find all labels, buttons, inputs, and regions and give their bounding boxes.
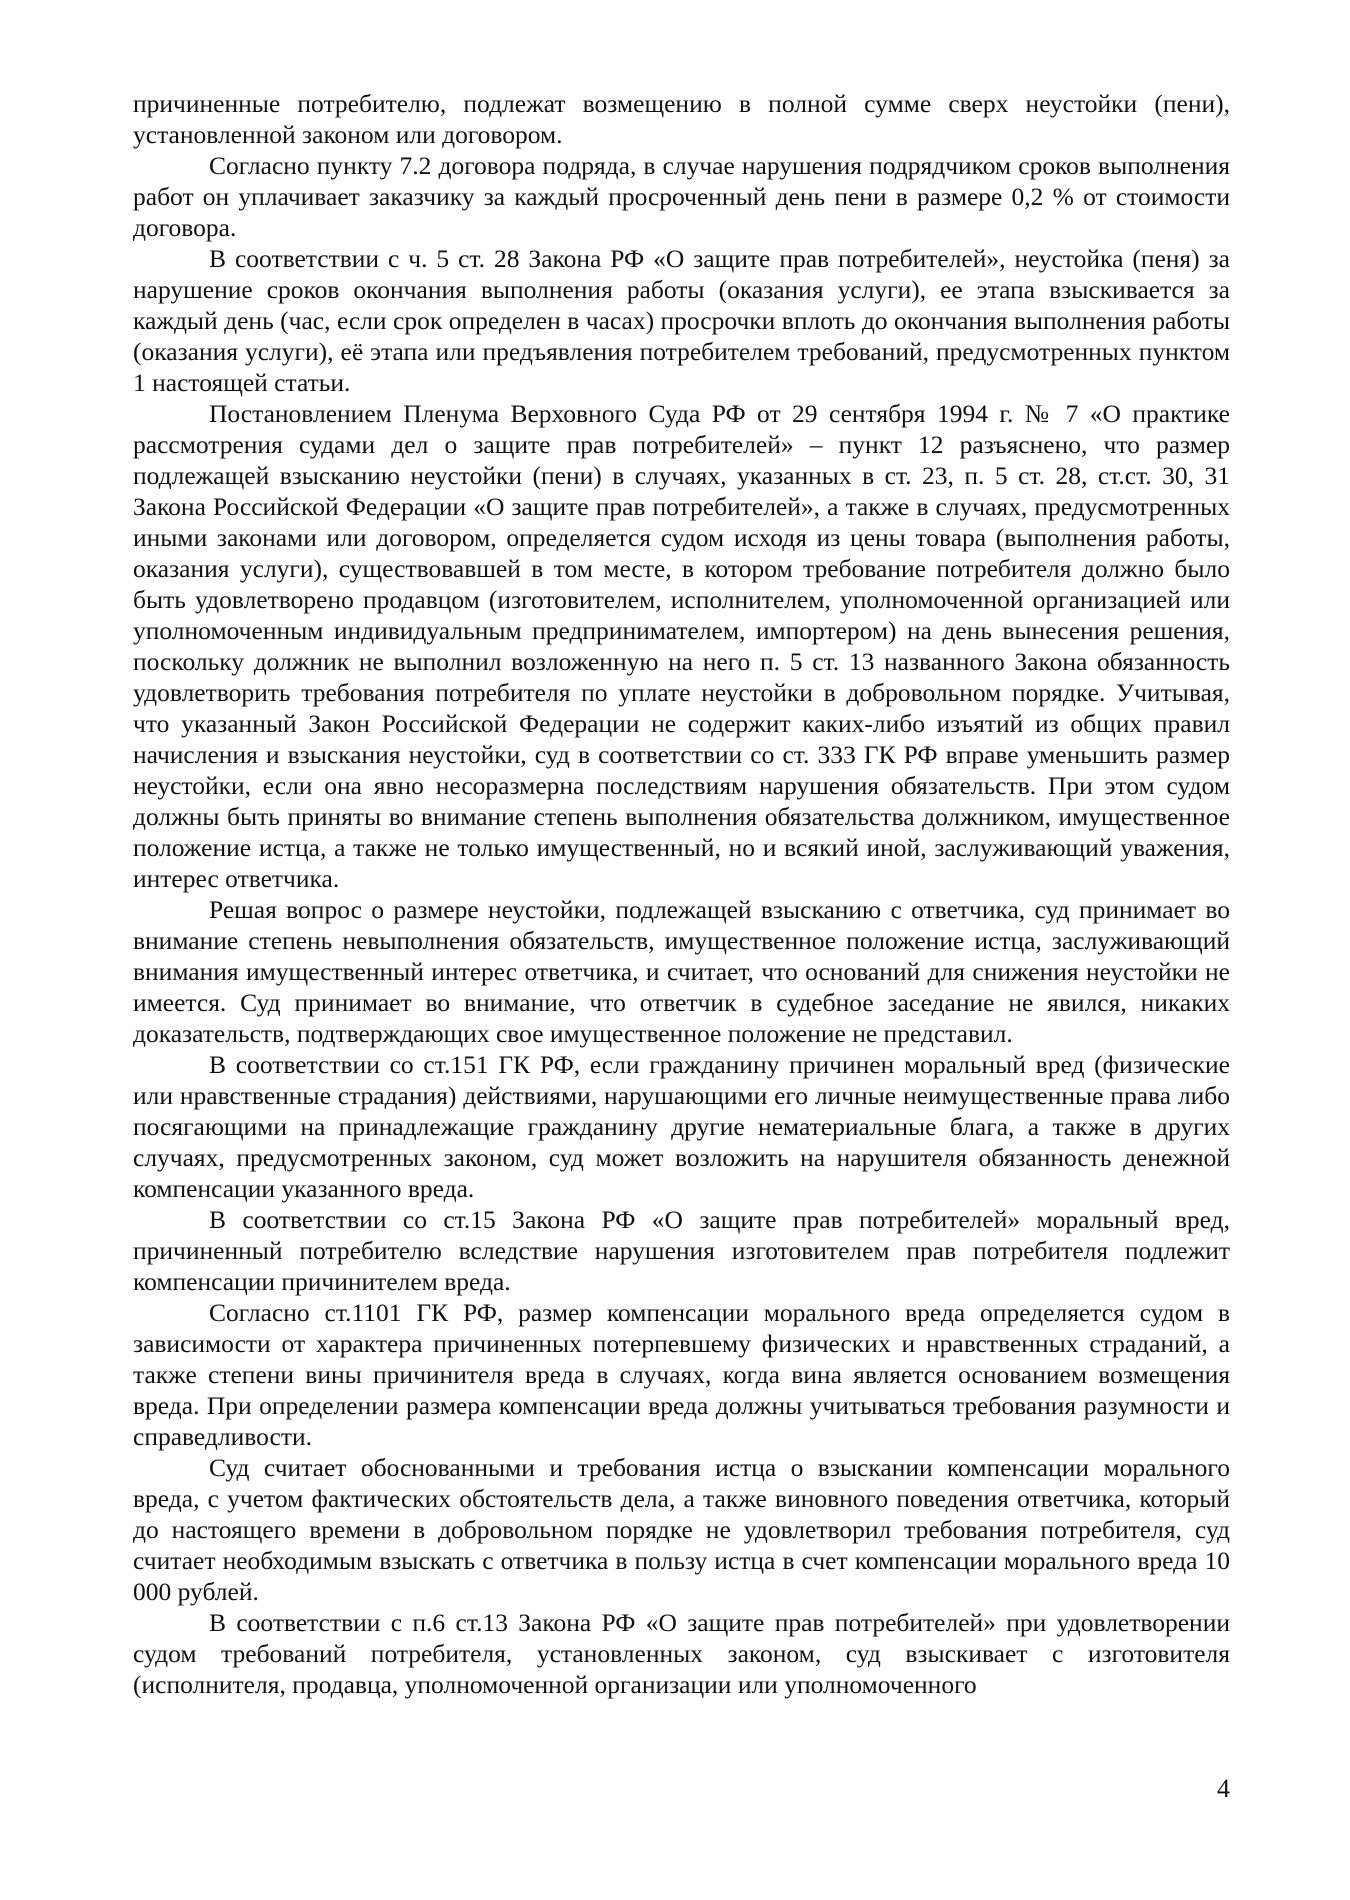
paragraph-article-1101: Согласно ст.1101 ГК РФ, размер компенсации морального вреда определяется судом в зависимости от характера причиненных потерпевшему физических и нравственных страданий, а также степени вины причинителя вреда в случаях, когда вина является основанием возмещения вреда. При определении размера компенсации вреда должны учитываться требования разумности и справедливости.: [133, 1298, 1230, 1451]
paragraph-damages-continuation: причиненные потребителю, подлежат возмещению в полной сумме сверх неустойки (пени), установленной законом или договором.: [133, 89, 1230, 149]
page-number: 4: [1217, 1774, 1230, 1803]
paragraph-penalty-decision: Решая вопрос о размере неустойки, подлежащей взысканию с ответчика, суд принимает во внимание степень невыполнения обязательств, имущественное положение истца, заслуживающий внимания имущественный интерес ответчика, и считает, что оснований для снижения неустойки не имеется. Суд принимает во внимание, что ответчик в судебное заседание не явился, никаких доказательств, подтверждающих свое имущественное положение не представил.: [133, 895, 1230, 1048]
paragraph-article-13-fine: В соответствии с п.6 ст.13 Закона РФ «О защите прав потребителей» при удовлетворении судом требований потребителя, установленных законом, суд взыскивает с изготовителя (исполнителя, продавца, уполномоченной организации или уполномоченного: [133, 1608, 1230, 1699]
paragraph-article-15: В соответствии со ст.15 Закона РФ «О защите прав потребителей» моральный вред, причиненный потребителю вследствие нарушения изготовителем прав потребителя подлежит компенсации причинителем вреда.: [133, 1205, 1230, 1296]
document-body: [133, 88, 1230, 1700]
paragraph-article-28: В соответствии с ч. 5 ст. 28 Закона РФ «О защите прав потребителей», неустойка (пеня) за нарушение сроков окончания выполнения работы (оказания услуги), ее этапа взыскивается за каждый день (час, если срок определен в часах) просрочки вплоть до окончания выполнения работы (оказания услуги), её этапа или предъявления потребителем требований, предусмотренных пунктом 1 настоящей статьи.: [133, 244, 1230, 397]
paragraph-moral-damages: Суд считает обоснованными и требования истца о взыскании компенсации морального вреда, с учетом фактических обстоятельств дела, а также виновного поведения ответчика, который до настоящего времени в добровольном порядке не удовлетворил требования потребителя, суд считает необходимым взыскать с ответчика в пользу истца в счет компенсации морального вреда 10 000 рублей.: [133, 1453, 1230, 1606]
paragraph-plenum-resolution: Постановлением Пленума Верховного Суда РФ от 29 сентября 1994 г. № 7 «О практике рассмотрения судами дел о защите прав потребителей» – пункт 12 разъяснено, что размер подлежащей взысканию неустойки (пени) в случаях, указанных в ст. 23, п. 5 ст. 28, ст.ст. 30, 31 Закона Российской Федерации «О защите прав потребителей», а также в случаях, предусмотренных иными законами или договором, определяется судом исходя из цены товара (выполнения работы, оказания услуги), существовавшей в том месте, в котором требование потребителя должно было быть удовлетворено продавцом (изготовителем, исполнителем, уполномоченной организацией или уполномоченным индивидуальным предпринимателем, импортером) на день вынесения решения, поскольку должник не выполнил возложенную на него п. 5 ст. 13 названного Закона обязанность удовлетворить требования потребителя по уплате неустойки в добровольном порядке. Учитывая, что указанный Закон Российской Федерации не содержит каких-либо изъятий из общих правил начисления и взыскания неустойки, суд в соответствии со ст. 333 ГК РФ вправе уменьшить размер неустойки, если она явно несоразмерна последствиям нарушения обязательств. При этом судом должны быть приняты во внимание степень выполнения обязательства должником, имущественное положение истца, а также не только имущественный, но и всякий иной, заслуживающий уважения, интерес ответчика.: [133, 399, 1230, 893]
paragraph-contract-clause: Согласно пункту 7.2 договора подряда, в случае нарушения подрядчиком сроков выполнения работ он уплачивает заказчику за каждый просроченный день пени в размере 0,2 % от стоимости договора.: [133, 151, 1230, 242]
paragraph-article-151: В соответствии со ст.151 ГК РФ, если гражданину причинен моральный вред (физические или нравственные страдания) действиями, нарушающими его личные неимущественные права либо посягающими на принадлежащие гражданину другие нематериальные блага, а также в других случаях, предусмотренных законом, суд может возложить на нарушителя обязанность денежной компенсации указанного вреда.: [133, 1050, 1230, 1203]
